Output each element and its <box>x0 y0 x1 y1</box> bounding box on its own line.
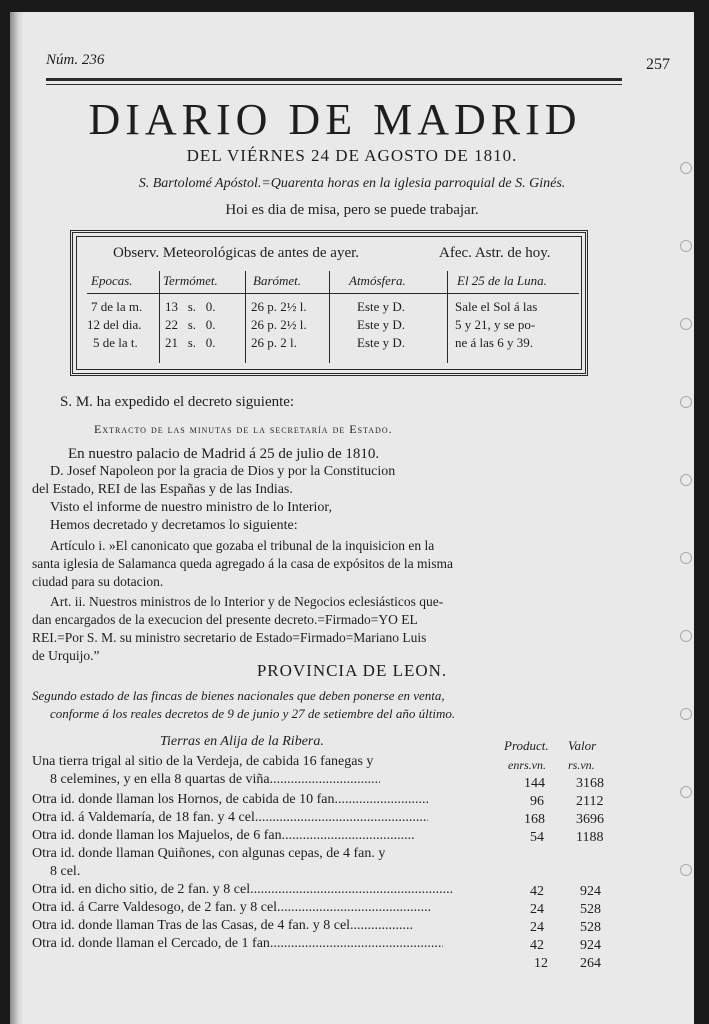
value-cell: 528 <box>580 902 601 917</box>
col-barometer: Barómet. <box>253 273 302 288</box>
col-value: Valor <box>568 738 597 753</box>
atmos-cell: Este y D. <box>357 299 406 314</box>
decree-line: de Urquijo.” <box>32 648 100 663</box>
col-value-unit: rs.vn. <box>568 758 595 772</box>
decree-extract-heading: Extracto de las minutas de la secretaría de Estado. <box>94 422 393 436</box>
moon-line: Sale el Sol á las <box>455 299 538 314</box>
value-cell: 2112 <box>576 794 604 809</box>
col-atmosphere: Atmósfera. <box>349 273 406 288</box>
list-item: Otra id. donde llaman el Cercado, de 1 fan...... <box>32 936 443 952</box>
product-cell: 168 <box>524 812 545 827</box>
header-rule-thin <box>46 84 622 85</box>
value-cell: 924 <box>580 938 601 953</box>
issue-number: Núm. 236 <box>46 52 105 68</box>
dateline: DEL VIÉRNES 24 DE AGOSTO DE 1810. <box>186 146 518 165</box>
list-item: Otra id. donde llaman Tras de las Casas, de 4 fan. y 8 cel...... <box>32 918 414 934</box>
value-cell: 3696 <box>576 812 604 827</box>
province-subtitle: Segundo estado de las fincas de bienes nacionales que deben ponerse en venta, <box>32 688 445 703</box>
margin-hole <box>680 552 692 564</box>
newspaper-page <box>10 12 694 1024</box>
province-subtitle: conforme á los reales decretos de 9 de junio y 27 de setiembre del año último. <box>50 706 456 721</box>
moon-line: ne á las 6 y 39. <box>455 335 533 350</box>
margin-hole <box>680 708 692 720</box>
product-cell: 12 <box>534 956 548 971</box>
list-item-cont: 8 celemines, y en ella 8 quartas de viña..... <box>50 772 380 788</box>
epoch-cell: 7 de la m. <box>91 299 143 314</box>
baro-cell: 26 p. 2 l. <box>251 335 297 350</box>
value-cell: 528 <box>580 920 601 935</box>
margin-hole <box>680 630 692 642</box>
mass-notice: Hoi es dia de misa, pero se puede trabajar. <box>225 202 479 218</box>
list-item: Otra id. donde llaman los Majuelos, de 6 fan...... <box>32 828 415 844</box>
decree-line: Visto el informe de nuestro ministro de lo Interior, <box>50 500 333 515</box>
decree-line: del Estado, REI de las Españas y de las Indias. <box>32 482 293 497</box>
thermo-cell: 22 s. 0. <box>165 317 216 332</box>
product-cell: 144 <box>524 776 545 791</box>
product-cell: 42 <box>530 938 544 953</box>
epoch-cell: 5 de la t. <box>93 335 138 350</box>
margin-hole <box>680 162 692 174</box>
margin-hole <box>680 864 692 876</box>
page-number: 257 <box>646 56 670 73</box>
province-title: PROVINCIA DE LEON. <box>256 661 448 680</box>
decree-line: dan encargados de la execucion del presente decreto.=Firmado=YO EL <box>32 612 418 627</box>
margin-hole <box>680 396 692 408</box>
col-thermometer: Termómet. <box>163 273 218 288</box>
col-epochs: Epocas. <box>91 273 133 288</box>
product-cell: 42 <box>530 884 544 899</box>
section-heading: Tierras en Alija de la Ribera. <box>160 734 324 749</box>
saint-of-day: S. Bartolomé Apóstol.=Quarenta horas en la iglesia parroquial de S. Ginés. <box>138 176 566 191</box>
masthead-title: DIARIO DE MADRID <box>88 95 582 144</box>
decree-line: D. Josef Napoleon por la gracia de Dios y por la Constitucion <box>50 464 396 479</box>
epoch-cell: 12 del dia. <box>87 317 142 332</box>
list-item: Una tierra trigal al sitio de la Verdeja, de cabida 16 fanegas y <box>32 754 374 769</box>
margin-hole <box>680 240 692 252</box>
list-item: Otra id. en dicho sitio, de 2 fan. y 8 cel...... <box>32 882 454 898</box>
list-item: Otra id. donde llaman Quiñones, con algunas cepas, de 4 fan. y <box>32 846 386 861</box>
moon-line: 5 y 21, y se po- <box>455 317 536 332</box>
col-moon: El 25 de la Luna. <box>457 273 547 288</box>
list-item-cont: 8 cel. <box>50 864 81 879</box>
margin-hole <box>680 318 692 330</box>
value-cell: 924 <box>580 884 601 899</box>
product-cell: 96 <box>530 794 544 809</box>
decree-intro: S. M. ha expedido el decreto siguiente: <box>60 394 295 410</box>
list-item: Otra id. á Valdemaría, de 18 fan. y 4 cel...... <box>32 810 428 826</box>
list-item: Otra id. á Carre Valdesogo, de 2 fan. y 8 cel...... <box>32 900 431 916</box>
col-product-unit: enrs.vn. <box>508 758 546 772</box>
decree-place: En nuestro palacio de Madrid á 25 de julio de 1810. <box>68 446 380 462</box>
col-product: Product. <box>504 738 549 753</box>
atmos-cell: Este y D. <box>357 335 406 350</box>
decree-line: Hemos decretado y decretamos lo siguiente: <box>50 518 298 533</box>
weather-table <box>70 230 588 376</box>
value-cell: 3168 <box>576 776 604 791</box>
decree-line: ciudad para su dotacion. <box>32 574 164 589</box>
baro-cell: 26 p. 2½ l. <box>251 299 307 314</box>
list-item: Otra id. donde llaman los Hornos, de cabida de 10 fan...... <box>32 792 428 808</box>
weather-heading: Observ. Meteorológicas de antes de ayer. <box>113 245 360 261</box>
decree-line: Art. ii. Nuestros ministros de lo Interior y de Negocios eclesiásticos que- <box>50 594 444 609</box>
atmos-cell: Este y D. <box>357 317 406 332</box>
product-cell: 54 <box>530 830 544 845</box>
baro-cell: 26 p. 2½ l. <box>251 317 307 332</box>
thermo-cell: 13 s. 0. <box>165 299 216 314</box>
astro-heading: Afec. Astr. de hoy. <box>439 245 551 261</box>
margin-hole <box>680 786 692 798</box>
product-cell: 24 <box>530 920 544 935</box>
value-cell: 264 <box>580 956 601 971</box>
weather-table-rule <box>87 293 579 294</box>
decree-line: santa iglesia de Salamanca queda agregado á la casa de expósitos de la misma <box>32 556 453 571</box>
margin-hole <box>680 474 692 486</box>
decree-line: Artículo i. »El canonicato que gozaba el tribunal de la inquisicion en la <box>50 538 435 553</box>
value-cell: 1188 <box>576 830 604 845</box>
header-rule <box>46 78 622 81</box>
thermo-cell: 21 s. 0. <box>165 335 216 350</box>
product-cell: 24 <box>530 902 544 917</box>
decree-line: REI.=Por S. M. su ministro secretario de Estado=Firmado=Mariano Luis <box>32 630 427 645</box>
